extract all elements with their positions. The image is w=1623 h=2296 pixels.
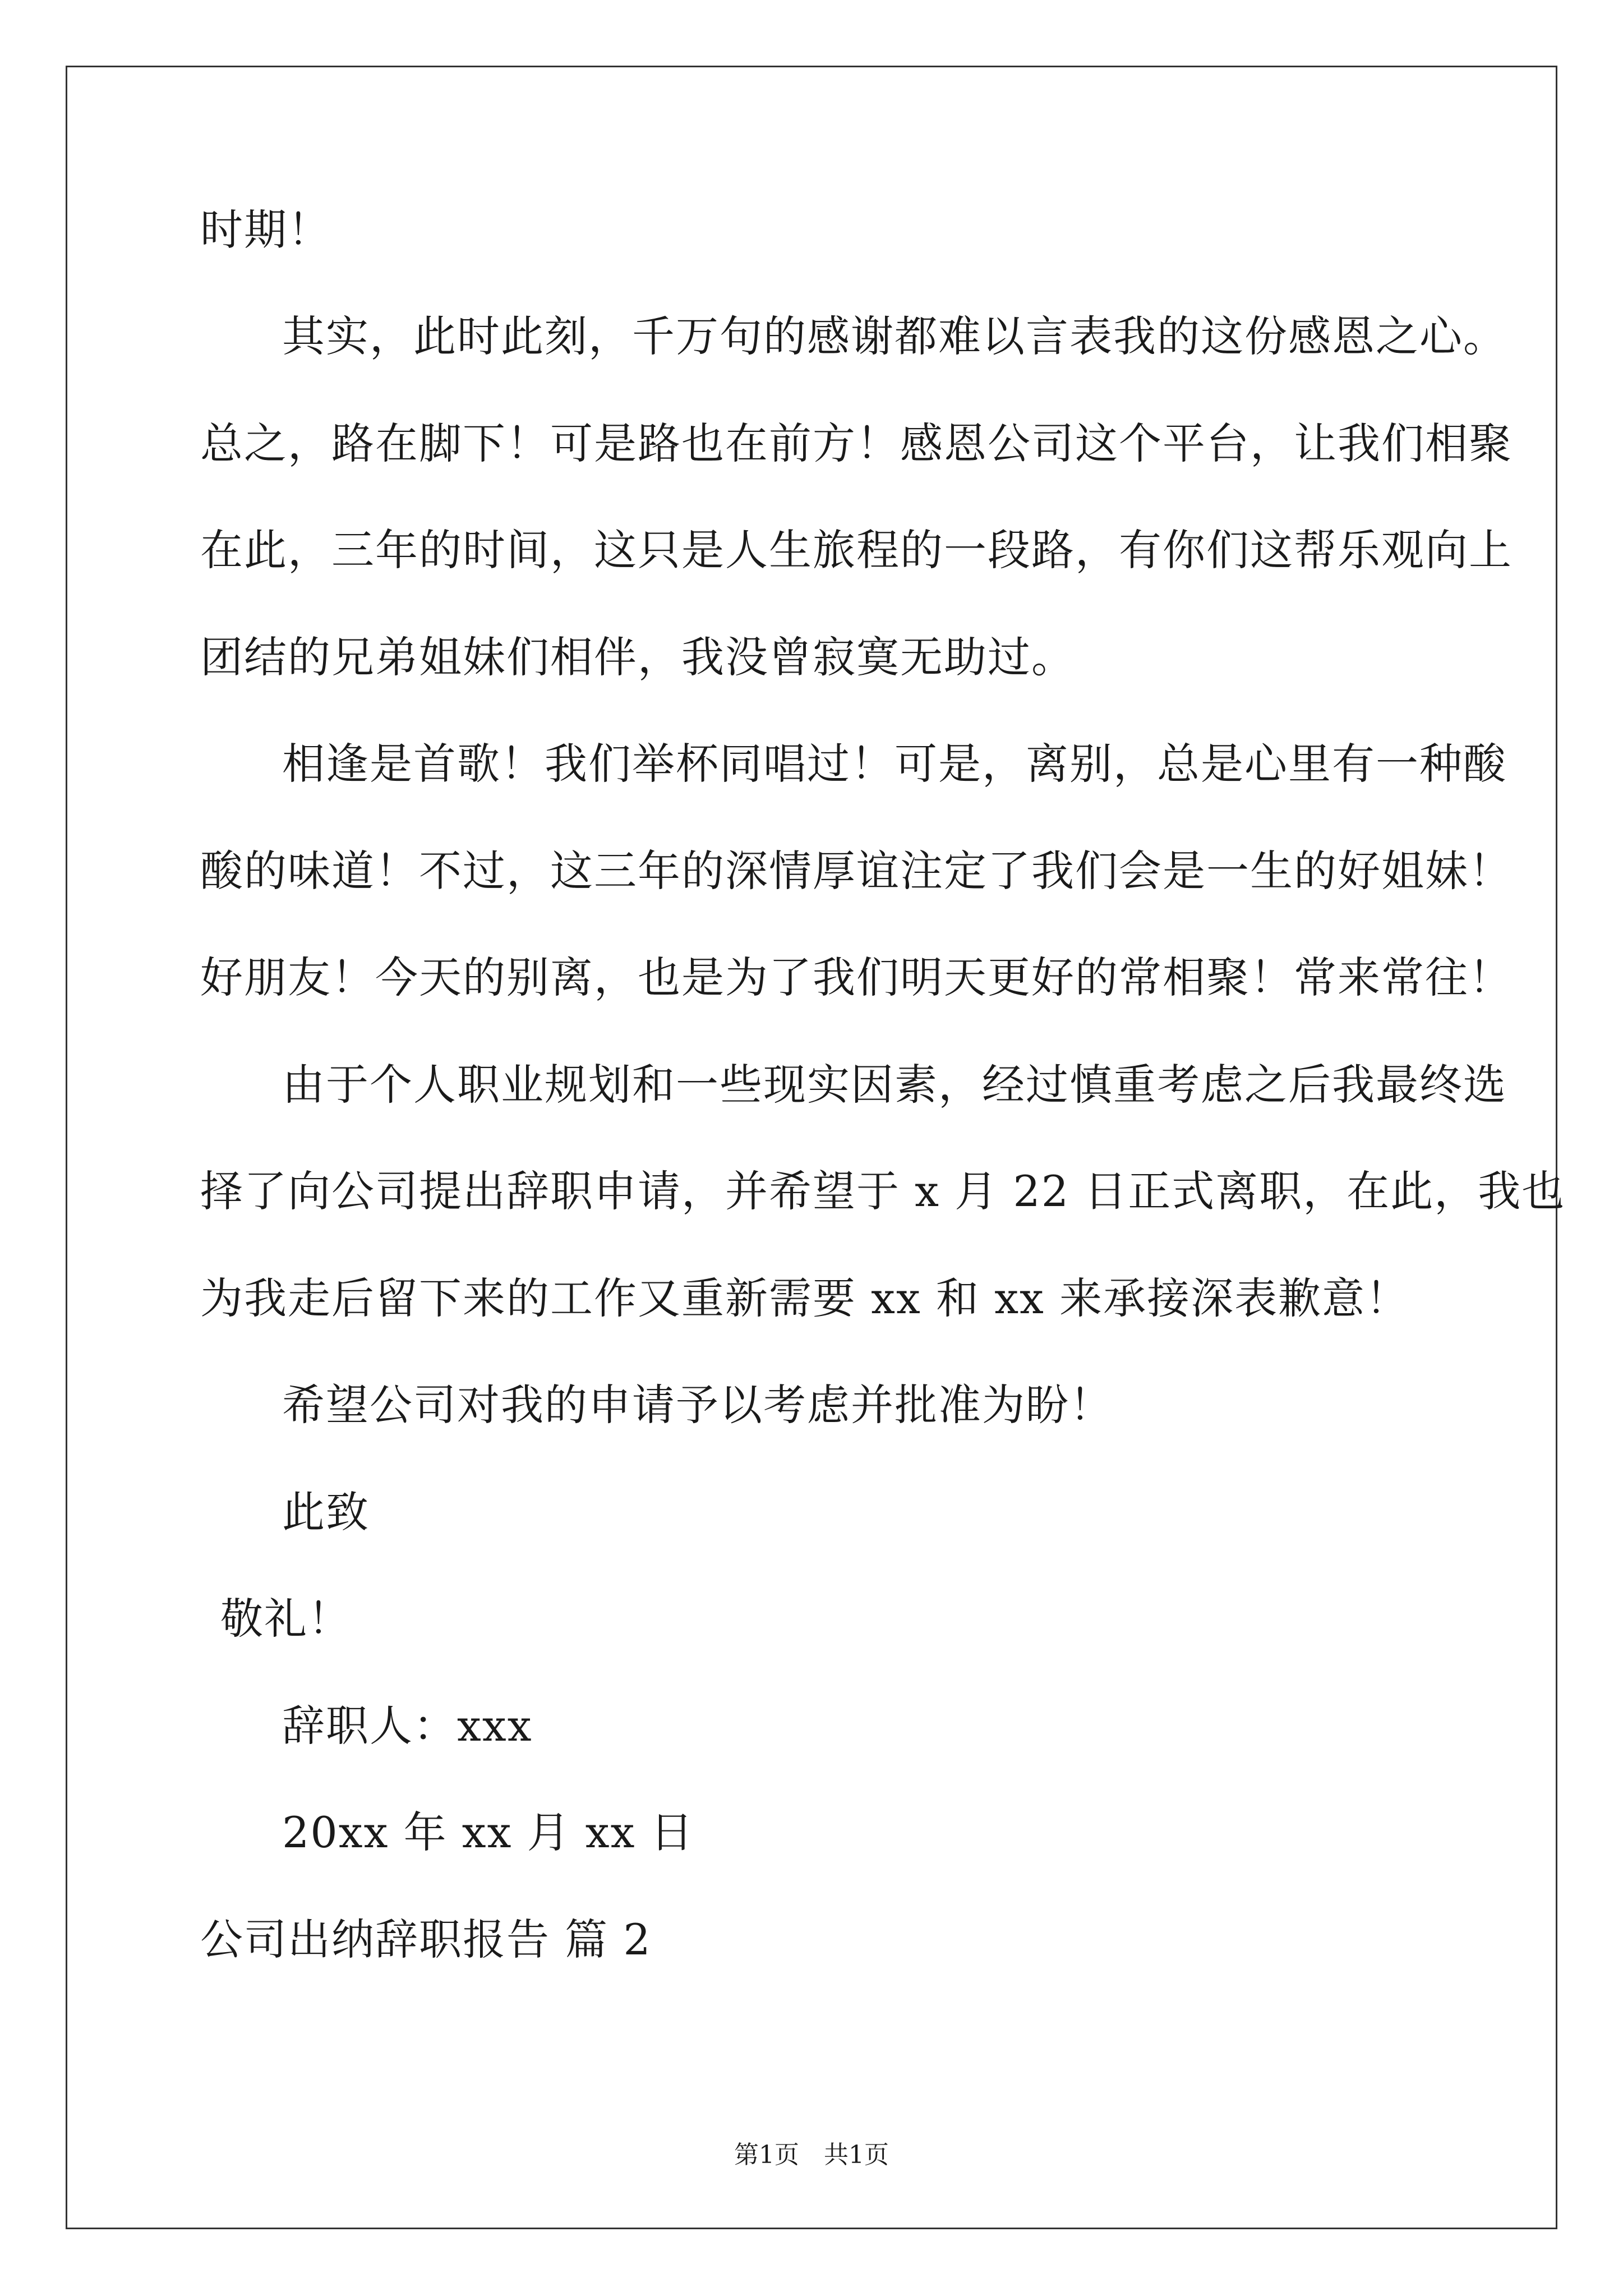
paragraph-line: 由于个人职业规划和一些现实因素，经过慎重考虑之后我最终选 — [282, 1060, 1507, 1110]
text-line: 总之，路在脚下！可是路也在前方！感恩公司这个平台，让我们相聚 — [200, 418, 1513, 468]
page-border — [66, 66, 1557, 2229]
text-line: 团结的兄弟姐妹们相伴，我没曾寂寞无助过。 — [200, 632, 1075, 682]
text-line: 好朋友！今天的别离，也是为了我们明天更好的常相聚！常来常往！ — [200, 953, 1513, 1002]
closing-regards: 敬礼！ — [220, 1594, 352, 1644]
paragraph-line: 希望公司对我的申请予以考虑并批准为盼！ — [282, 1380, 1113, 1430]
paragraph-line: 其实，此时此刻，千万句的感谢都难以言表我的这份感恩之心。 — [282, 311, 1507, 361]
paragraph-line: 相逢是首歌！我们举杯同唱过！可是，离别，总是心里有一种酸 — [282, 739, 1507, 789]
text-line: 酸的味道！不过，这三年的深情厚谊注定了我们会是一生的好姐妹！ — [200, 846, 1513, 896]
closing-salutation: 此致 — [282, 1487, 370, 1537]
text-line: 时期！ — [200, 205, 331, 255]
text-line: 在此，三年的时间，这只是人生旅程的一段路，有你们这帮乐观向上 — [200, 525, 1513, 575]
date-line: 20xx 年 xx 月 xx 日 — [282, 1807, 694, 1857]
text-line: 为我走后留下来的工作又重新需要 xx 和 xx 来承接深表歉意！ — [200, 1273, 1410, 1323]
text-line: 择了向公司提出辞职申请，并希望于 x 月 22 日正式离职，在此，我也 — [200, 1166, 1566, 1216]
section-heading: 公司出纳辞职报告 篇 2 — [200, 1915, 652, 1964]
page-footer: 第1页 共1页 — [734, 2141, 889, 2169]
signature-line: 辞职人：xxx — [282, 1701, 533, 1751]
